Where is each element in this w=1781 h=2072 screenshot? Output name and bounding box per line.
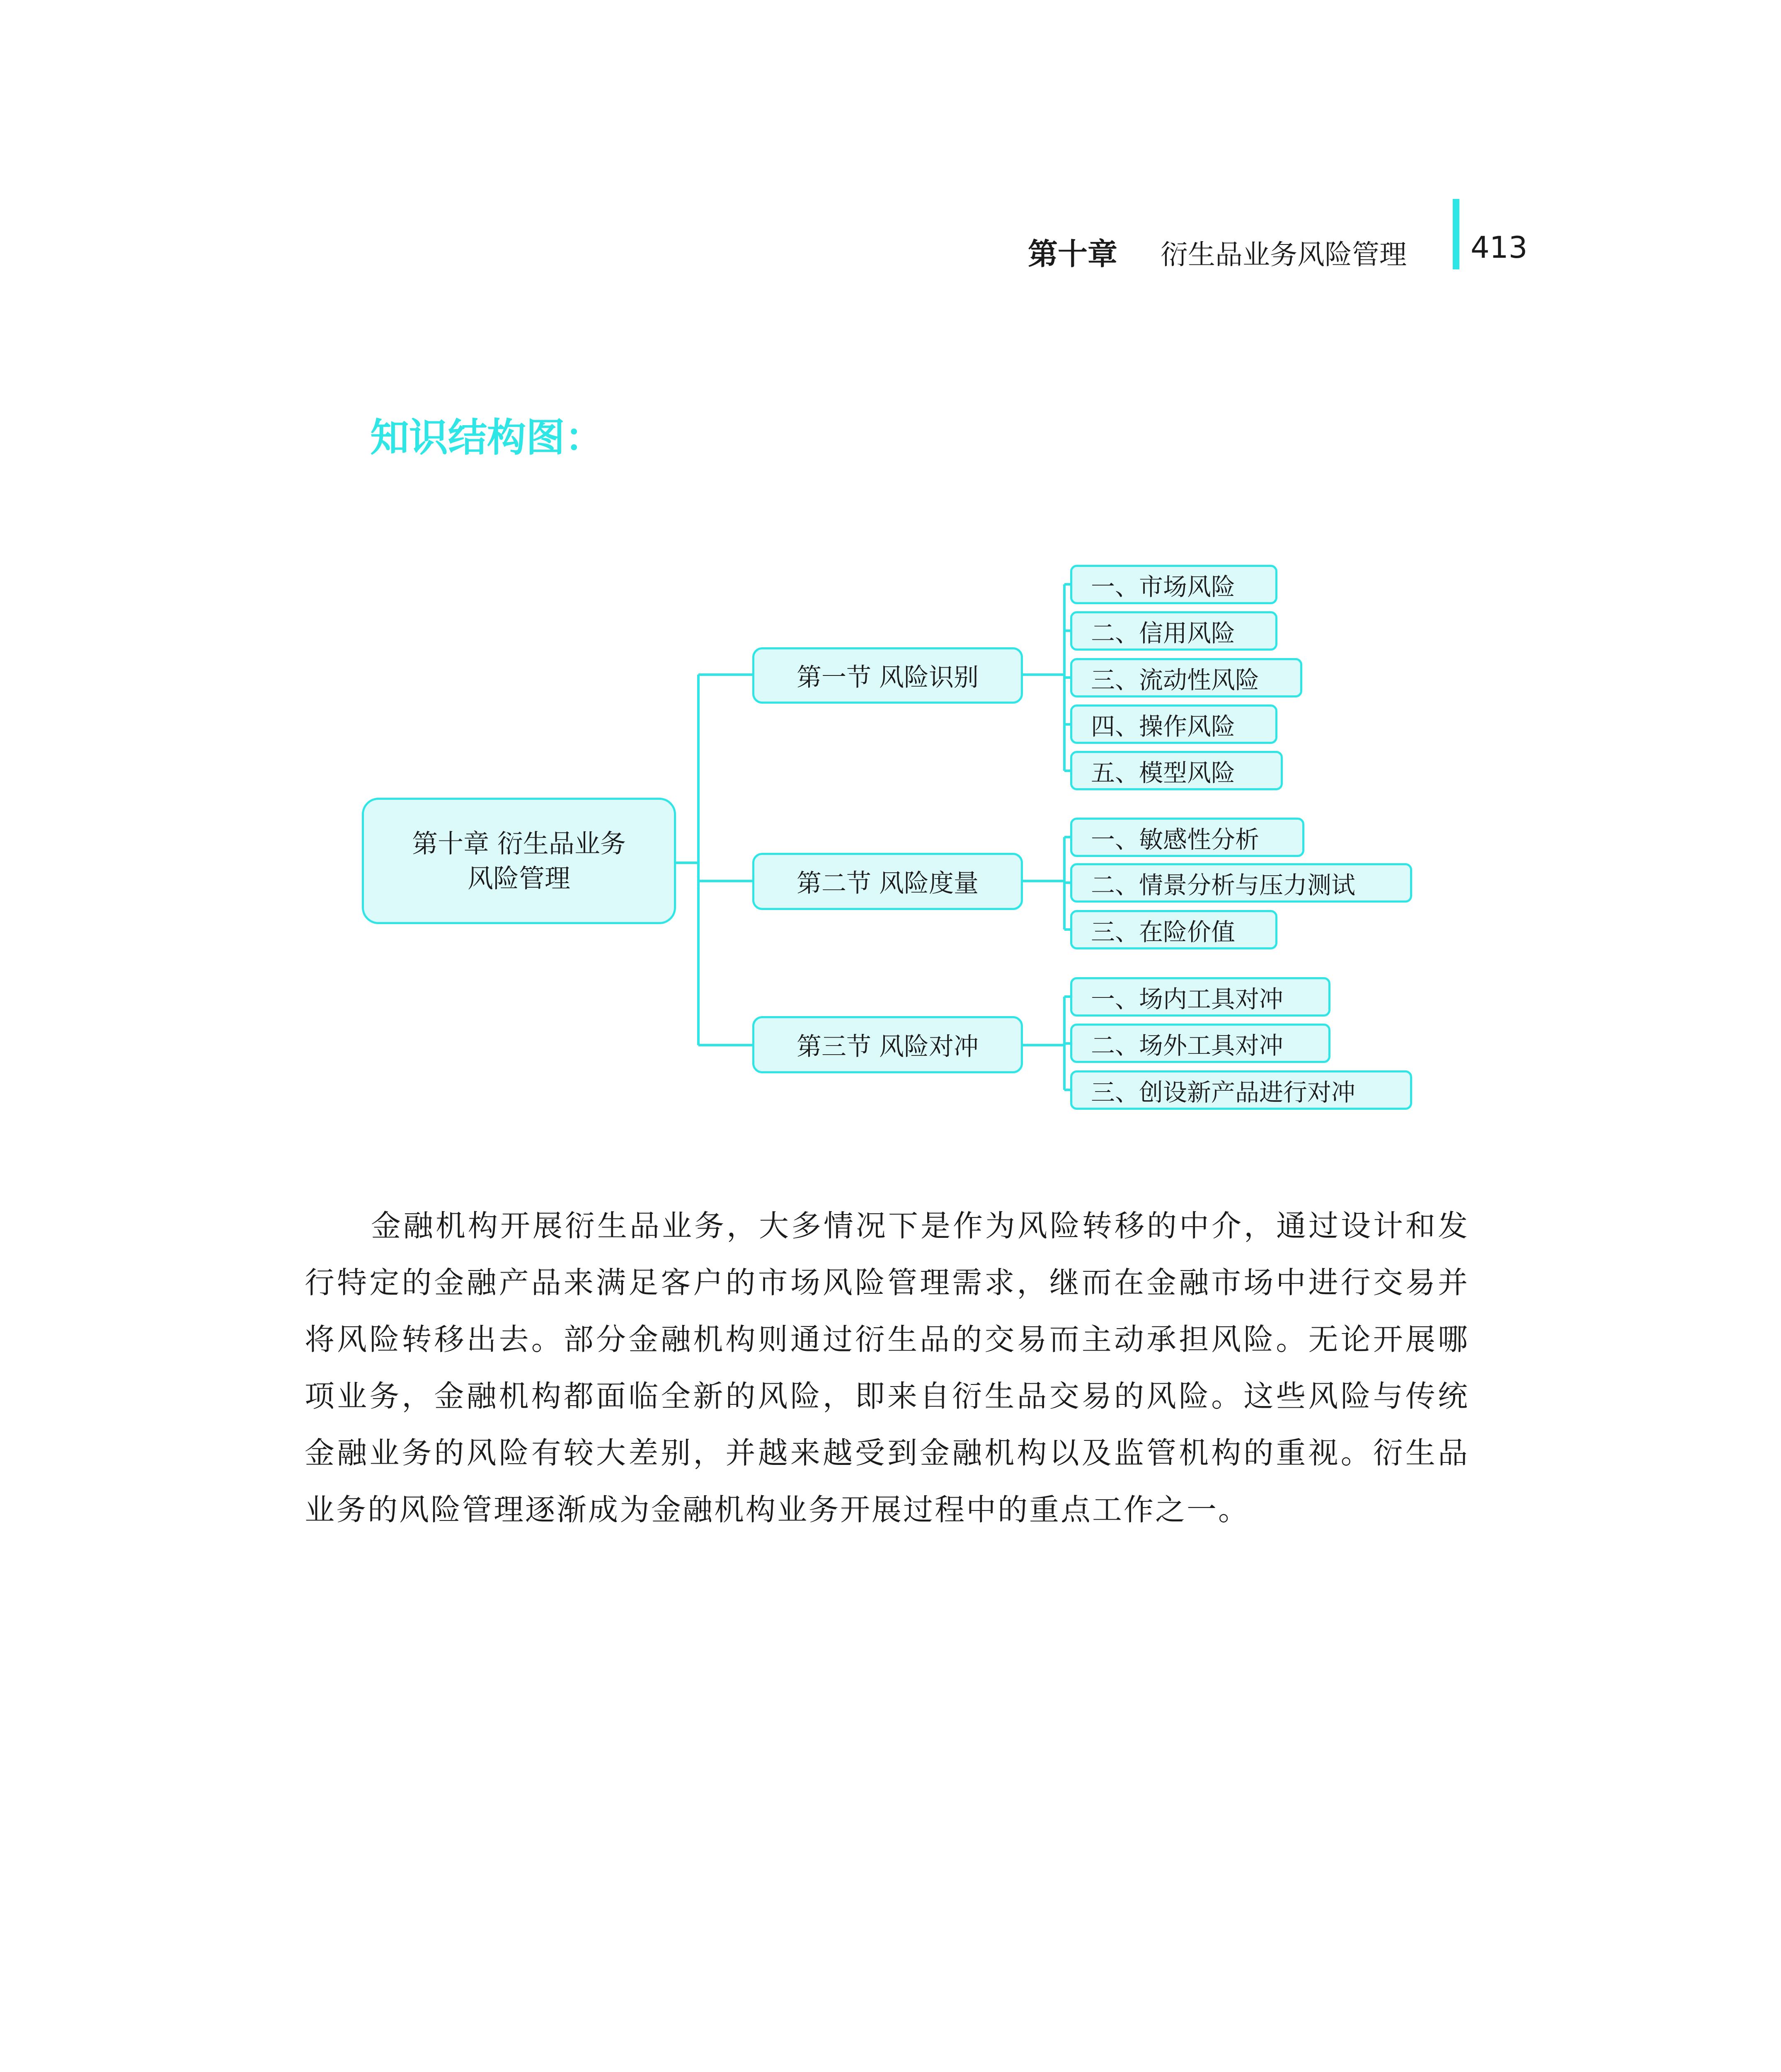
leaf-node-label: 二、信用风险 <box>1091 619 1236 647</box>
leaf-node <box>1070 818 1304 857</box>
leaf-node-label: 五、模型风险 <box>1091 758 1236 787</box>
leaf-node <box>1070 611 1277 651</box>
leaf-node-label: 一、敏感性分析 <box>1091 825 1260 854</box>
chapter-number: 第十章 <box>1028 237 1118 271</box>
leaf-node <box>1070 658 1302 697</box>
section-node-label: 第三节 风险对冲 <box>796 1032 979 1061</box>
leaf-node <box>1070 565 1277 604</box>
section-node-2 <box>752 853 1023 910</box>
page-number: 413 <box>1471 230 1528 265</box>
leaf-node <box>1070 1070 1412 1110</box>
mindmap-root-node <box>362 798 676 924</box>
leaf-node-label: 三、流动性风险 <box>1091 666 1260 694</box>
leaf-node-label: 二、场外工具对冲 <box>1091 1031 1284 1060</box>
leaf-node <box>1070 863 1412 903</box>
leaf-node <box>1070 910 1277 949</box>
leaf-node <box>1070 751 1283 790</box>
knowledge-map-heading: 知识结构图： <box>370 415 604 460</box>
leaf-node <box>1070 1024 1330 1063</box>
leaf-node <box>1070 977 1330 1017</box>
section-node-label: 第一节 风险识别 <box>796 663 979 692</box>
chapter-title: 衍生品业务风险管理 <box>1161 239 1407 271</box>
leaf-node-label: 二、情景分析与压力测试 <box>1091 871 1356 899</box>
leaf-node-label: 一、场内工具对冲 <box>1091 985 1284 1013</box>
section-node-3 <box>752 1016 1023 1073</box>
leaf-node-label: 一、市场风险 <box>1091 572 1236 601</box>
leaf-node-label: 三、创设新产品进行对冲 <box>1091 1078 1356 1106</box>
leaf-node <box>1070 704 1277 744</box>
leaf-node-label: 三、在险价值 <box>1091 917 1236 946</box>
section-node-label: 第二节 风险度量 <box>796 869 979 898</box>
leaf-node-label: 四、操作风险 <box>1091 712 1236 741</box>
body-paragraph: 金融机构开展衍生品业务，大多情况下是作为风险转移的中介，通过设计和发行特定的金融产品来满足客户的市场风险管理需求，继而在金融市场中进行交易并将风险转移出去。部分金融机构则通过衍生品的交易而主动承担风险。无论开展哪项业务，金融机构都面临全新的风险，即来自衍生品交易的风险。这些风险与传统金融业务的风险有较大差别，并越来越受到金融机构以及监管机构的重视。衍生品业务的风险管理逐渐成为金融机构业务开展过程中的重点工作之一。 <box>305 1208 1469 1527</box>
root-node-label: 第十章 衍生品业务 风险管理 <box>412 828 626 893</box>
section-node-1 <box>752 647 1023 704</box>
